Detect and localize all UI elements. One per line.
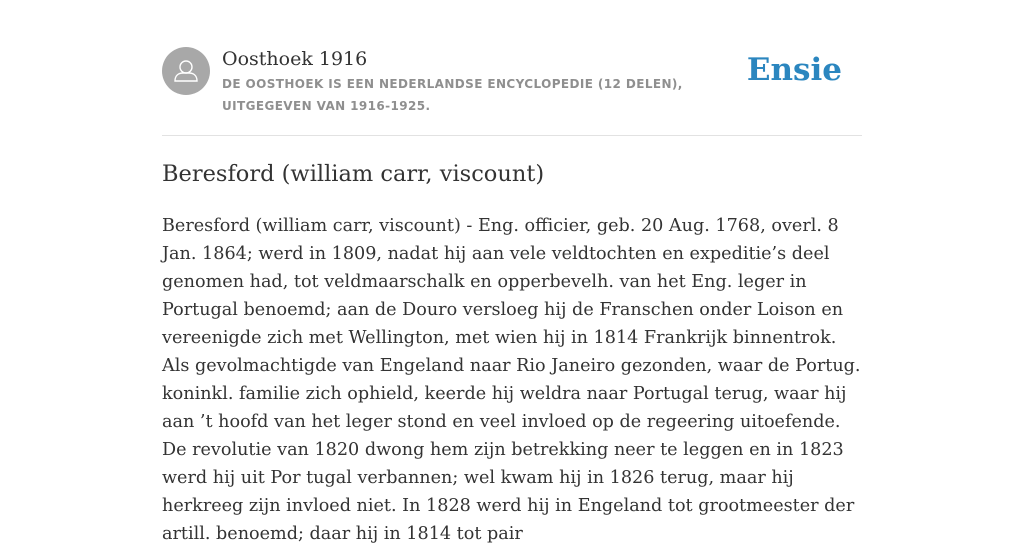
source-avatar[interactable] xyxy=(162,47,210,95)
entry-body: Beresford (william carr, viscount) - Eng. officier, geb. 20 Aug. 1768, overl. 8 Jan. 1864; werd in 1809, nadat hij aan vele veldtochten en expeditie’s deel genomen had, tot veldmaarschalk en opperbevelh. van het Eng. leger in Portugal benoemd; aan de Douro versloeg hij de Franschen onder Loison en vereenigde zich met Wellington, met wien hij in 1814 Frankrijk binnentrok. Als gevolmachtigde van Engeland naar Rio Janeiro gezonden, waar de Portug. koninkl. familie zich ophield, keerde hij weldra naar Portugal terug, waar hij aan ’t hoofd van het leger stond en veel invloed op de regeering uitoefende. De revolutie van 1820 dwong hem zijn betrekking neer te leggen en in 1823 werd hij uit Por tugal verbannen; wel kwam hij in 1826 terug, maar hij herkreeg zijn invloed niet. In 1828 werd hij in Engeland tot grootmeester der artill. benoemd; daar hij in 1814 tot pair xyxy=(162,216,861,544)
source-description: DE OOSTHOEK IS EEN NEDERLANDSE ENCYCLOPEDIE (12 DELEN), UITGEGEVEN VAN 1916-1925. xyxy=(222,77,683,113)
header-divider xyxy=(162,135,862,136)
brand-logo[interactable]: Ensie xyxy=(746,52,842,88)
user-silhouette-icon xyxy=(162,47,210,95)
source-title[interactable]: Oosthoek 1916 xyxy=(222,48,368,70)
entry-title: Beresford (william carr, viscount) xyxy=(162,161,545,187)
